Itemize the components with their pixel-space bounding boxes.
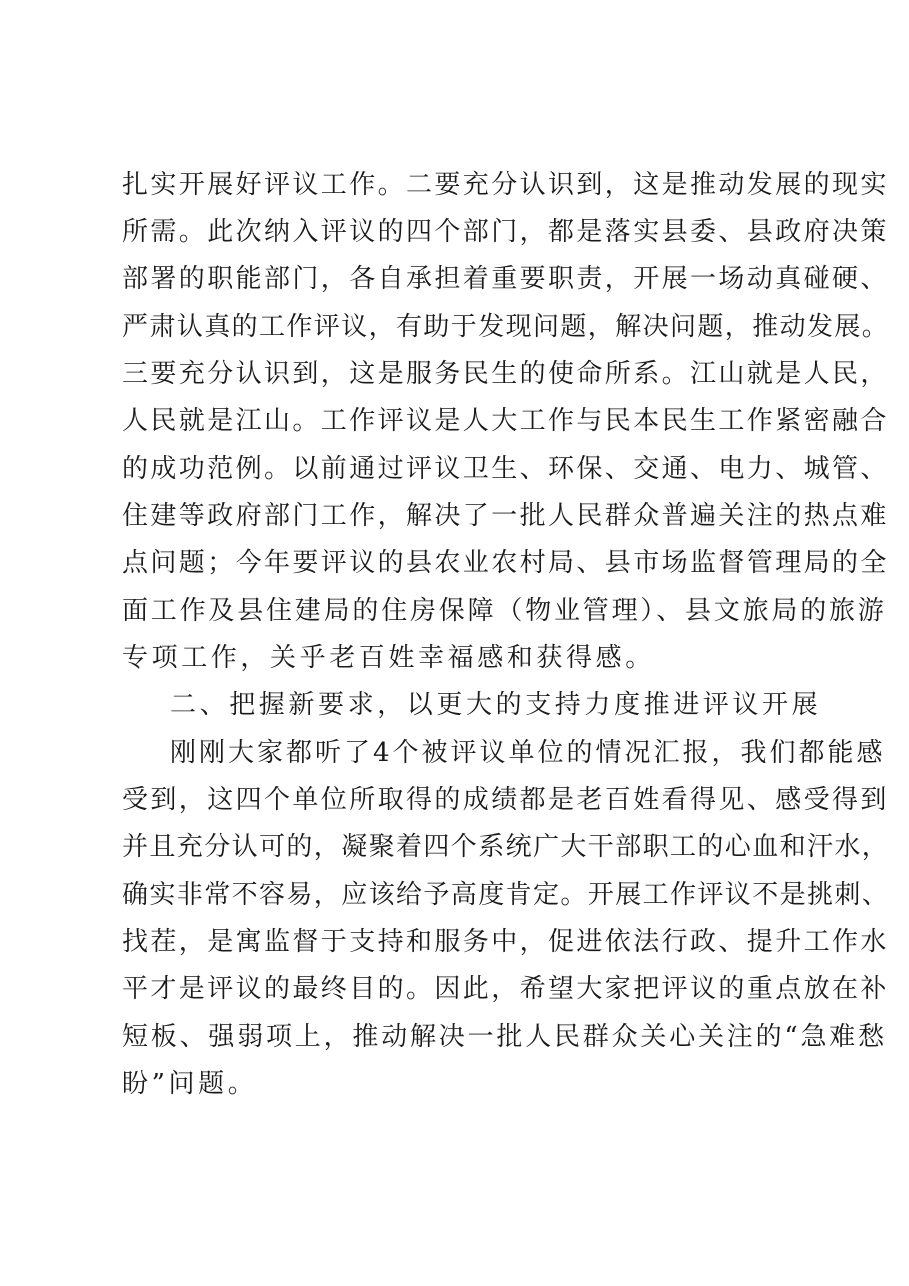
text-line: 平才是评议的最终目的。因此，希望大家把评议的重点放在补	[122, 974, 889, 1004]
text-line: 找茬，是寓监督于支持和服务中，促进依法行政、提升工作水	[122, 927, 889, 957]
text-line: 短板、强弱项上，推动解决一批人民群众关心关注的“急难愁	[122, 1022, 887, 1052]
text-line: 并且充分认可的，凝聚着四个系统广大干部职工的心血和汗水，	[122, 832, 890, 862]
text-line: 严肃认真的工作评议，有助于发现问题，解决问题，推动发展。	[122, 312, 890, 342]
text-line: 盼”问题。	[122, 1069, 258, 1099]
text-line: 专项工作，关乎老百姓幸福感和获得感。	[122, 643, 655, 673]
text-line: 人民就是江山。工作评议是人大工作与民本民生工作紧密融合	[122, 406, 889, 436]
section-heading: 二、把握新要求，以更大的支持力度推进评议开展	[170, 690, 822, 720]
text-line: 住建等政府部门工作，解决了一批人民群众普遍关注的热点难	[122, 501, 889, 531]
text-line: 点问题；今年要评议的县农业农村局、县市场监督管理局的全	[122, 548, 889, 578]
text-line: 受到，这四个单位所取得的成绩都是老百姓看得见、感受得到	[122, 785, 889, 815]
text-line: 的成功范例。以前通过评议卫生、环保、交通、电力、城管、	[122, 454, 889, 484]
text-line: 确实非常不容易，应该给予高度肯定。开展工作评议不是挑刺、	[122, 880, 890, 910]
text-line: 面工作及县住建局的住房保障（物业管理）、县文旅局的旅游	[122, 596, 887, 626]
text-line: 刚刚大家都听了4个被评议单位的情况汇报，我们都能感	[170, 738, 886, 768]
text-line: 部署的职能部门，各自承担着重要职责，开展一场动真碰硬、	[122, 264, 889, 294]
text-line: 所需。此次纳入评议的四个部门，都是落实县委、县政府决策	[122, 217, 889, 247]
text-line: 三要充分认识到，这是服务民生的使命所系。江山就是人民，	[122, 359, 889, 389]
text-line: 扎实开展好评议工作。二要充分认识到，这是推动发展的现实	[122, 170, 889, 200]
